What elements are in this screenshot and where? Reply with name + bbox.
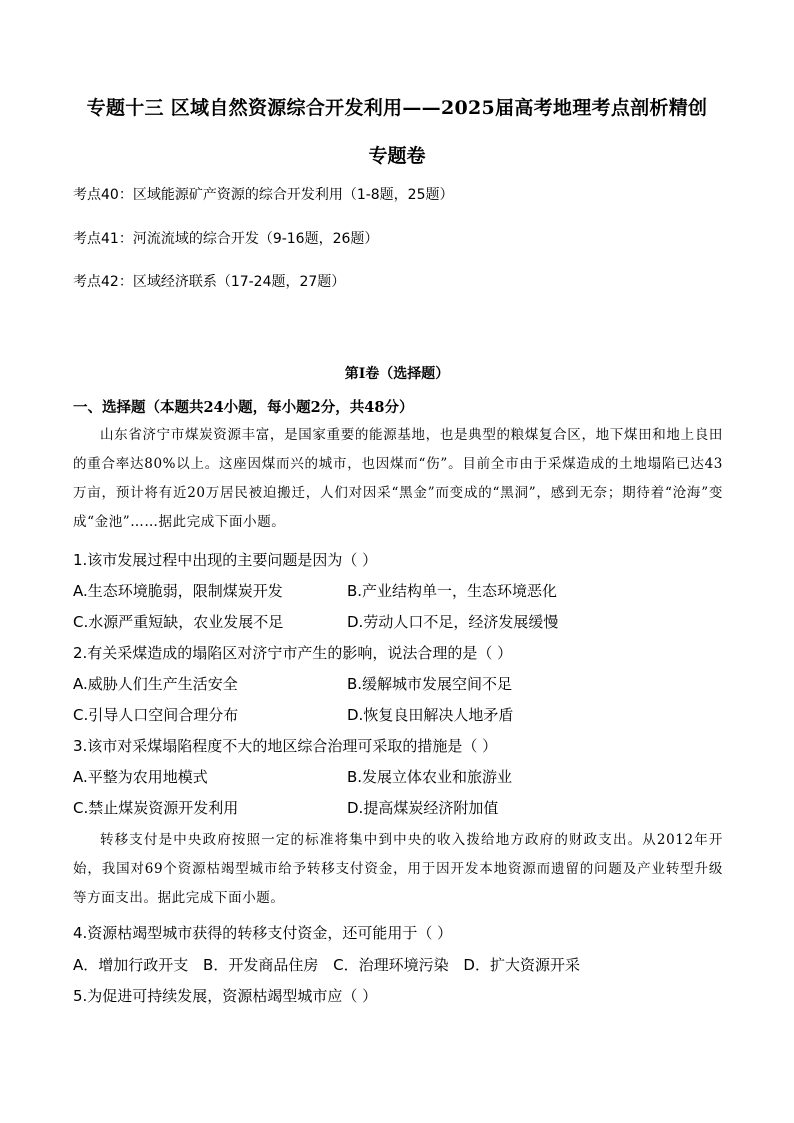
question-2-option-b[interactable]: B.缓解城市发展空间不足 — [347, 675, 513, 693]
question-3-option-b[interactable]: B.发展立体农业和旅游业 — [347, 768, 513, 786]
question-1-option-c[interactable]: C.水源严重短缺，农业发展不足 — [73, 613, 284, 631]
kaodian-42: 考点42：区域经济联系（17-24题，27题） — [73, 274, 346, 290]
passage-2: 转移支付是中央政府按照一定的标准将集中到中央的收入拨给地方政府的财政支出。从2012年开始，我国对69个资源枯竭型城市给予转移支付资金，用于因开发本地资源而遗留的问题及产业转型升级等方面支出。据此完成下面小题。 — [73, 832, 723, 906]
question-3-option-d[interactable]: D.提高煤炭经济附加值 — [347, 799, 499, 817]
document-title-line2: 专题卷 — [368, 145, 426, 167]
kaodian-41: 考点41：河流流域的综合开发（9-16题，26题） — [73, 231, 379, 247]
question-5-stem: 5.为促进可持续发展，资源枯竭型城市应（ ） — [73, 987, 378, 1005]
question-4-option-d[interactable]: D．扩大资源开采 — [463, 956, 580, 974]
question-2-option-c[interactable]: C.引导人口空间合理分布 — [73, 706, 239, 724]
question-2-option-d[interactable]: D.恢复良田解决人地矛盾 — [347, 706, 514, 724]
passage-1: 山东省济宁市煤炭资源丰富，是国家重要的能源基地，也是典型的粮煤复合区，地下煤田和地上良田的重合率达80%以上。这座因煤而兴的城市，也因煤而“伤”。目前全市由于采煤造成的土地塌陷已达43万亩，预计将有近20万居民被迫搬迁，人们对因采“黑金”而变成的“黑洞”，感到无奈；期待着“沧海”变成“金池”……据此完成下面小题。 — [73, 427, 723, 530]
question-2-stem: 2.有关采煤造成的塌陷区对济宁市产生的影响，说法合理的是（ ） — [73, 644, 513, 662]
question-4-option-c[interactable]: C．治理环境污染 — [333, 956, 449, 974]
question-4-option-b[interactable]: B．开发商品住房 — [203, 956, 319, 974]
question-2-option-a[interactable]: A.威胁人们生产生活安全 — [73, 675, 238, 693]
question-4-option-a[interactable]: A．增加行政开支 — [73, 956, 189, 974]
document-title-line1: 专题十三 区域自然资源综合开发利用——2025届高考地理考点剖析精创 — [86, 97, 708, 119]
question-1-option-a[interactable]: A.生态环境脆弱，限制煤炭开发 — [73, 582, 283, 600]
question-4-stem: 4.资源枯竭型城市获得的转移支付资金，还可能用于（ ） — [73, 924, 453, 942]
question-4-options — [73, 954, 590, 975]
kaodian-40: 考点40：区域能源矿产资源的综合开发利用（1-8题，25题） — [73, 187, 454, 203]
question-1-option-d[interactable]: D.劳动人口不足，经济发展缓慢 — [347, 613, 559, 631]
question-1-option-b[interactable]: B.产业结构单一，生态环境恶化 — [347, 582, 558, 600]
section-heading: 一、选择题（本题共24小题，每小题2分，共48分） — [73, 399, 414, 416]
question-3-stem: 3.该市对采煤塌陷程度不大的地区综合治理可采取的措施是（ ） — [73, 737, 498, 755]
question-1-stem: 1.该市发展过程中出现的主要问题是因为（ ） — [73, 551, 378, 569]
question-3-option-c[interactable]: C.禁止煤炭资源开发利用 — [73, 799, 239, 817]
section-juan-title: 第Ⅰ卷（选择题） — [344, 366, 450, 382]
question-3-option-a[interactable]: A.平整为农用地模式 — [73, 768, 208, 786]
